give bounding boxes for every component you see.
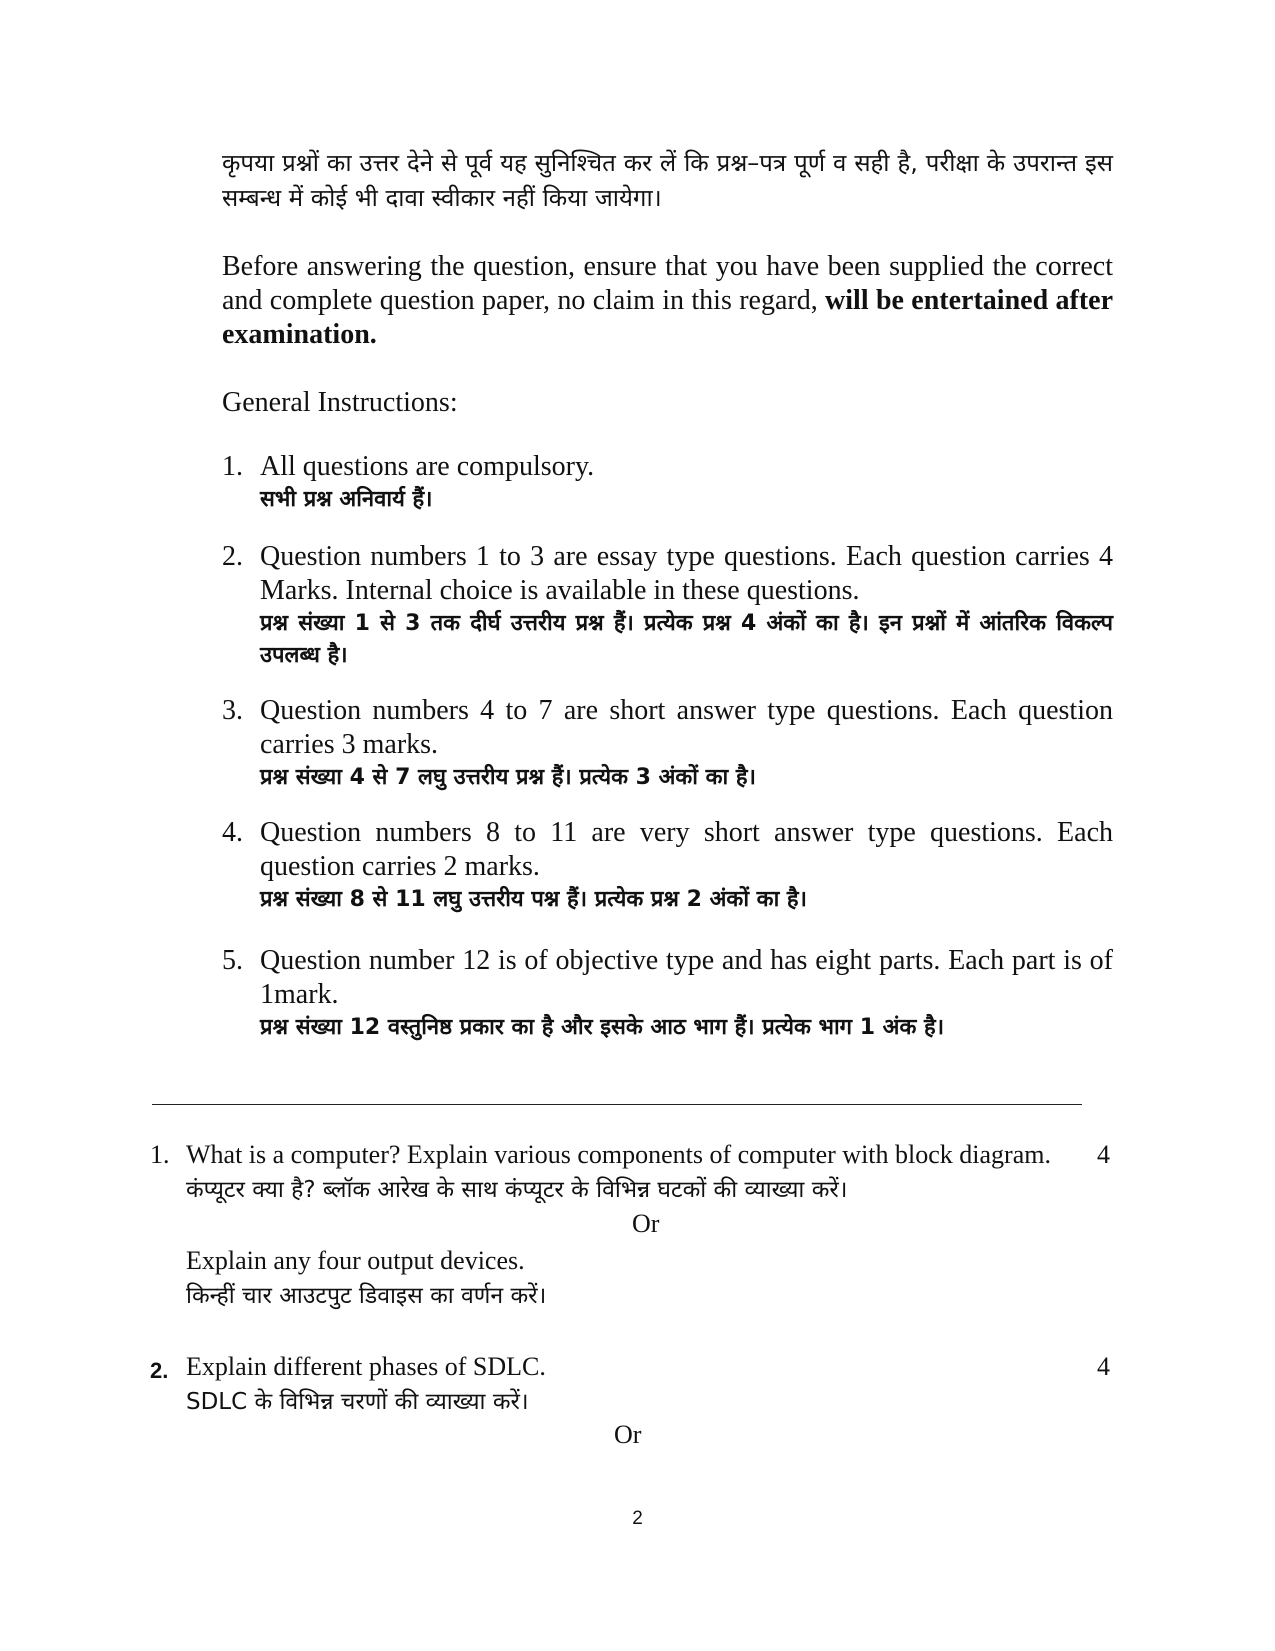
instruction-hindi: प्रश्न संख्या 12 वस्तुनिष्ठ प्रकार का है और इसके आठ भाग हैं। प्रत्येक भाग 1 अंक है। — [260, 1015, 945, 1040]
instruction-item — [222, 816, 1113, 916]
hindi-notice-text: कृपया प्रश्नों का उत्तर देने से पूर्व यह सुनिश्चित कर लें कि प्रश्न–पत्र पूर्ण व सही है, परीक्षा के उपरान्त इस सम्बन्ध में कोई भी दावा स्वीकार नहीं किया जायेगा। — [222, 149, 1113, 212]
instruction-number: 2. — [222, 541, 243, 572]
general-instructions-title: General Instructions: — [222, 387, 458, 418]
question-hindi: SDLC के विभिन्न चरणों की व्याख्या करें। — [186, 1389, 529, 1415]
section-divider — [152, 1104, 1082, 1105]
instruction-hindi: सभी प्रश्न अनिवार्य हैं। — [260, 487, 433, 512]
english-notice-bold: will be entertained after examination. — [222, 285, 1114, 350]
page-number: 2 — [632, 1508, 643, 1529]
instruction-hindi: प्रश्न संख्या 4 से 7 लघु उत्तरीय प्रश्न हैं। प्रत्येक 3 अंकों का है। — [260, 765, 756, 790]
instruction-number: 3. — [222, 695, 243, 726]
instruction-item — [222, 694, 1113, 794]
instruction-number: 1. — [222, 451, 243, 482]
question-english: What is a computer? Explain various components of computer with block diagram. — [186, 1140, 1051, 1169]
question-2 — [150, 1350, 1110, 1420]
instruction-item — [222, 944, 1113, 1044]
english-notice — [222, 250, 1113, 352]
question-alt-english: Explain any four output devices. — [186, 1246, 525, 1275]
instruction-english: Question numbers 4 to 7 are short answer type questions. Each question carries 3 marks. — [260, 695, 1113, 760]
instruction-english: All questions are compulsory. — [260, 451, 595, 482]
or-label: Or — [632, 1209, 660, 1238]
instruction-english: Question number 12 is of objective type and has eight parts. Each part is of 1mark. — [260, 945, 1113, 1010]
question-1-alternative — [150, 1244, 1110, 1314]
instruction-hindi: प्रश्न संख्या 8 से 11 लघु उत्तरीय पश्न हैं। प्रत्येक प्रश्न 2 अंकों का है। — [260, 887, 807, 912]
question-1 — [150, 1138, 1110, 1208]
instruction-hindi: प्रश्न संख्या 1 से 3 तक दीर्घ उत्तरीय प्रश्न हैं। प्रत्येक प्रश्न 4 अंकों का है। इन प्रश्नों में आंतरिक विकल्प उपलब्ध है। — [260, 611, 1113, 668]
question-english: Explain different phases of SDLC. — [186, 1352, 546, 1381]
instruction-number: 5. — [222, 945, 243, 976]
question-hindi: कंप्यूटर क्या है? ब्लॉक आरेख के साथ कंप्यूटर के विभिन्न घटकों की व्याख्या करें। — [186, 1177, 848, 1203]
question-number: 2. — [150, 1358, 169, 1383]
question-alt-hindi: किन्हीं चार आउटपुट डिवाइस का वर्णन करें। — [186, 1283, 547, 1309]
instruction-english: Question numbers 8 to 11 are very short answer type questions. Each question carries 2 marks. — [260, 817, 1113, 882]
question-marks: 4 — [1097, 1140, 1110, 1169]
english-notice-text: Before answering the question, ensure that you have been supplied the correct and complete question paper, no claim in this regard, — [222, 251, 1113, 316]
instruction-english: Question numbers 1 to 3 are essay type questions. Each question carries 4 Marks. Internal choice is available in these questions. — [260, 541, 1113, 606]
instruction-number: 4. — [222, 817, 243, 848]
or-label: Or — [614, 1420, 642, 1449]
instruction-item — [222, 540, 1113, 672]
instruction-item — [222, 450, 1113, 516]
hindi-notice — [222, 146, 1113, 216]
question-number: 1. — [150, 1140, 170, 1169]
question-marks: 4 — [1097, 1352, 1110, 1381]
